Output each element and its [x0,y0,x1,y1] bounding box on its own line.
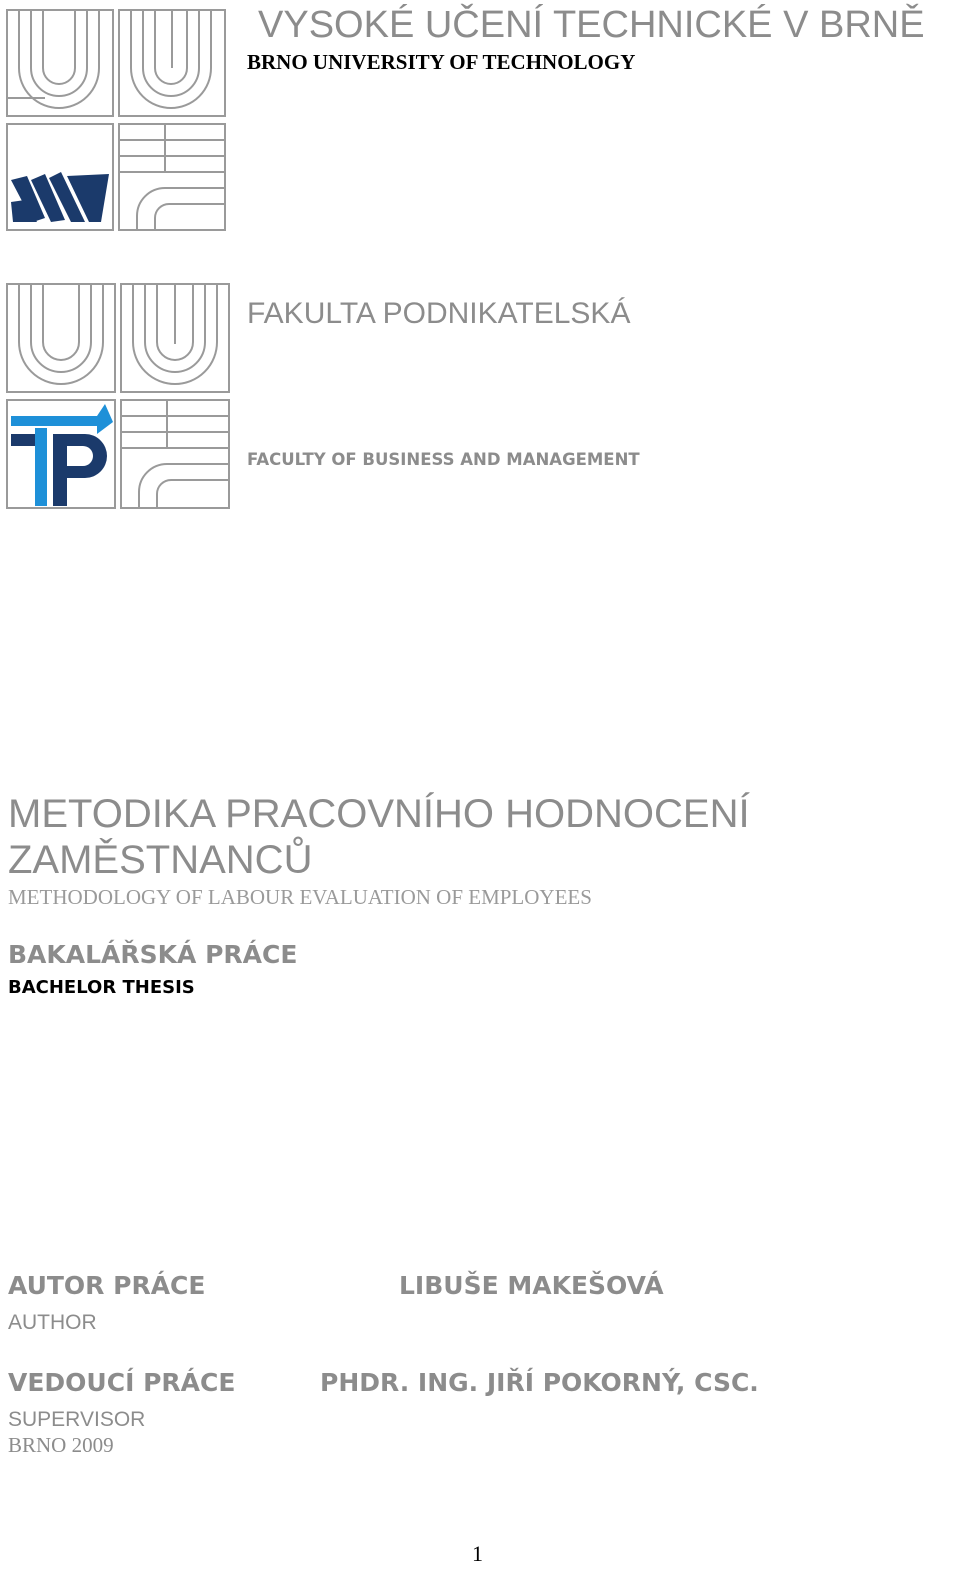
thesis-title-en: METHODOLOGY OF LABOUR EVALUATION OF EMPLOYEES [8,885,592,909]
university-logo [5,8,227,232]
thesis-type-cz: BAKALÁŘSKÁ PRÁCE [8,940,298,969]
thesis-title-cz-line1: METODIKA PRACOVNÍHO HODNOCENÍ [8,792,750,836]
faculty-name-en: FACULTY OF BUSINESS AND MANAGEMENT [247,450,640,469]
university-name-en: BRNO UNIVERSITY OF TECHNOLOGY [247,50,636,74]
university-mark-icon [11,172,109,222]
thesis-type-en: BACHELOR THESIS [8,977,195,998]
faculty-logo [5,282,233,510]
author-label-en: AUTHOR [8,1311,97,1334]
place-year: BRNO 2009 [8,1433,114,1457]
supervisor-name: PHDR. ING. JIŘÍ POKORNÝ, CSC. [320,1368,759,1397]
page-number: 1 [472,1541,483,1566]
supervisor-label-en: SUPERVISOR [8,1408,146,1431]
author-name: LIBUŠE MAKEŠOVÁ [399,1271,664,1300]
faculty-name-cz: FAKULTA PODNIKATELSKÁ [247,297,631,330]
university-name-cz: VYSOKÉ UČENÍ TECHNICKÉ V BRNĚ [258,4,925,46]
author-label-cz: AUTOR PRÁCE [8,1271,206,1300]
faculty-mark-icon [11,404,113,506]
thesis-title-cz-line2: ZAMĚSTNANCŮ [8,838,313,882]
supervisor-label-cz: VEDOUCÍ PRÁCE [8,1368,236,1397]
